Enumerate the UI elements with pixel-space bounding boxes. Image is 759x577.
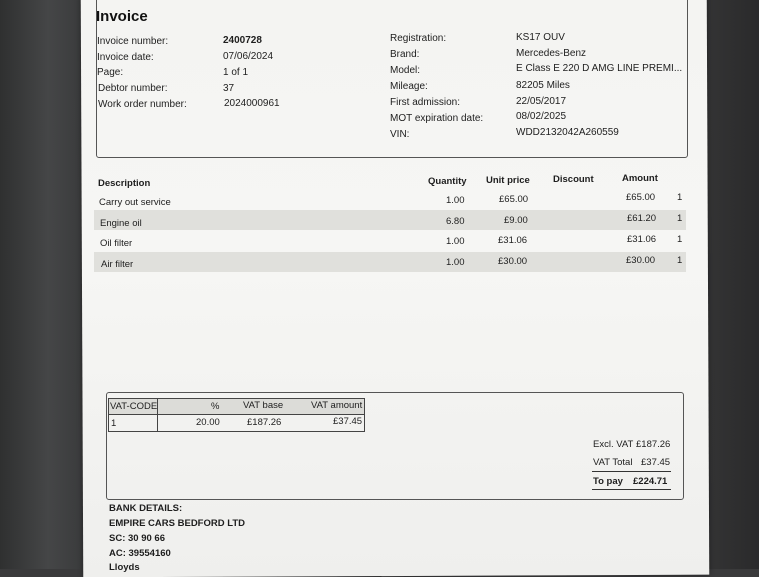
vat-pct-value: 20.00 [196,417,220,428]
line-vat-code: 1 [677,192,683,203]
discount-header: Discount [553,174,594,185]
line-amount: £30.00 [626,255,656,266]
vat-base-value: £187.26 [247,417,282,428]
line-vat-code: 1 [677,213,683,224]
quantity-header: Quantity [428,176,467,187]
mileage-value: 82205 Miles [516,80,570,91]
line-quantity: 1.00 [446,195,465,206]
invoice-number-value: 2400728 [223,35,262,46]
vat-amount-value: £37.45 [333,416,363,427]
model-label: Model: [390,65,421,76]
line-description: Oil filter [100,238,133,249]
line-description: Carry out service [99,197,171,208]
registration-value: KS17 OUV [516,32,565,43]
totals-divider [592,471,671,472]
to-pay-label: To pay [593,476,623,487]
line-vat-code: 1 [677,234,683,245]
mileage-label: Mileage: [390,81,428,92]
line-amount: £65.00 [626,192,656,203]
vat-table [108,398,365,432]
vin-value: WDD2132042A260559 [516,127,619,138]
invoice-date-value: 07/06/2024 [223,51,274,62]
line-description: Engine oil [100,218,142,229]
mot-expiration-label: MOT expiration date: [390,113,484,124]
registration-label: Registration: [390,33,447,44]
brand-label: Brand: [390,49,420,60]
vat-base-header: VAT base [243,400,284,411]
line-amount: £31.06 [627,234,657,245]
amount-header: Amount [622,173,658,184]
vat-amount-header: VAT amount [311,400,363,411]
to-pay-value: £224.71 [633,476,668,487]
model-value: E Class E 220 D AMG LINE PREMI... [516,63,683,74]
vat-code-value: 1 [111,418,117,429]
debtor-number-label: Debtor number: [98,83,168,94]
bank-account-number: AC: 39554160 [109,548,171,559]
description-header: Description [98,178,151,189]
vat-code-header: VAT-CODE [110,401,158,412]
invoice-number-label: Invoice number: [97,36,169,47]
row-band [94,210,686,230]
debtor-number-value: 37 [223,83,235,94]
bank-heading: BANK DETAILS: [109,503,183,514]
vin-label: VIN: [390,129,410,140]
page-value: 1 of 1 [223,67,249,78]
excl-vat-value: £187.26 [636,439,671,450]
bank-name: Lloyds [109,562,140,573]
row-band [94,252,686,272]
background-left [0,0,80,569]
line-unit-price: £30.00 [498,256,528,267]
vat-total-value: £37.45 [641,457,671,468]
line-unit-price: £9.00 [504,215,528,226]
line-unit-price: £31.06 [498,235,528,246]
vat-total-label: VAT Total [593,457,633,468]
first-admission-label: First admission: [390,97,461,108]
page-label: Page: [97,67,124,78]
line-quantity: 1.00 [446,257,465,268]
line-quantity: 6.80 [446,216,465,227]
work-order-value: 2024000961 [224,98,280,109]
bank-company-name: EMPIRE CARS BEDFORD LTD [109,518,245,529]
brand-value: Mercedes-Benz [516,48,587,59]
line-unit-price: £65.00 [499,194,529,205]
vat-pct-header: % [211,401,220,412]
mot-expiration-value: 08/02/2025 [516,111,567,122]
line-amount: £61.20 [627,213,657,224]
totals-underline [592,489,671,490]
line-quantity: 1.00 [446,236,465,247]
invoice-date-label: Invoice date: [97,52,154,63]
first-admission-value: 22/05/2017 [516,96,567,107]
work-order-label: Work order number: [98,99,187,110]
excl-vat-label: Excl. VAT [593,439,634,450]
bank-sort-code: SC: 30 90 66 [109,533,165,544]
invoice-title: Invoice [96,8,148,25]
line-vat-code: 1 [677,255,683,266]
line-description: Air filter [101,259,134,270]
unit-price-header: Unit price [486,175,530,186]
